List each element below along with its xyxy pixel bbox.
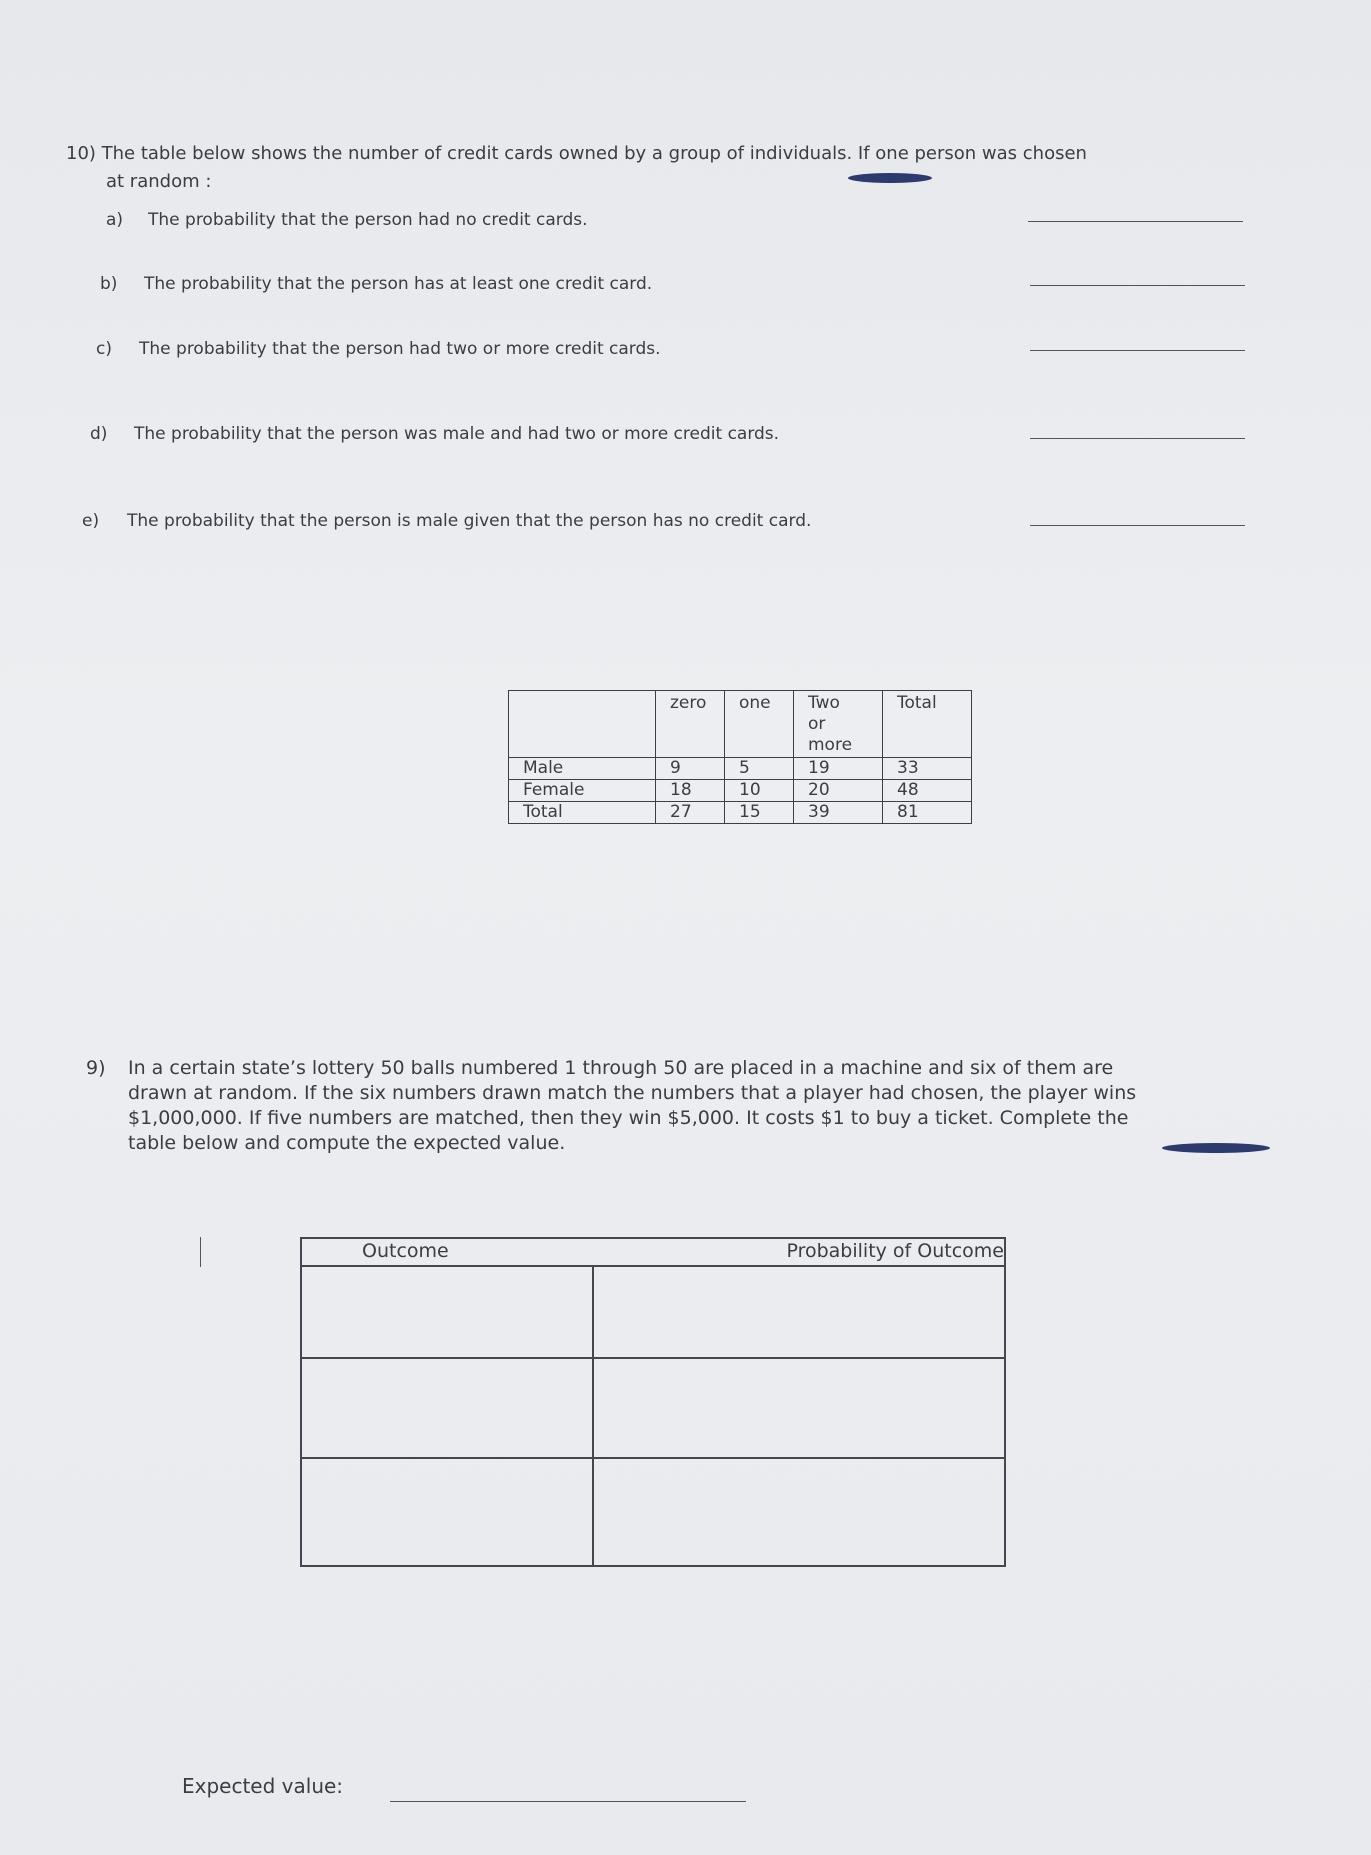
cell-total: 48 <box>883 780 972 802</box>
cell-one: 15 <box>725 802 794 824</box>
expected-value-blank[interactable] <box>390 1801 746 1802</box>
probability-cell-2[interactable] <box>602 1367 998 1447</box>
header-blank <box>509 691 656 758</box>
cell-one: 5 <box>725 758 794 780</box>
table-row <box>509 802 972 824</box>
header-one: one <box>725 691 794 758</box>
table-header-row <box>509 691 972 758</box>
redaction-mark <box>848 173 932 183</box>
cell-zero: 18 <box>656 780 725 802</box>
probability-cell-1[interactable] <box>602 1279 998 1349</box>
header-two-line-3: more <box>808 735 853 755</box>
question-9-number: 9) <box>86 1057 106 1079</box>
question-9-line-3: $1,000,000. If five numbers are matched, then they win $5,000. It costs $1 to buy a ticket. Complete the <box>128 1107 1129 1129</box>
probability-cell-3[interactable] <box>602 1467 998 1557</box>
expected-value-label: Expected value: <box>182 1774 344 1798</box>
outcome-cell-2[interactable] <box>312 1367 582 1447</box>
lottery-table-header <box>302 1239 1004 1267</box>
table-row <box>509 780 972 802</box>
question-9-line-4: table below and compute the expected value. <box>128 1132 566 1154</box>
question-9-body <box>128 1056 1371 1156</box>
answer-blank-e[interactable] <box>1030 525 1245 526</box>
part-letter: c) <box>96 339 112 359</box>
column-divider <box>592 1265 594 1565</box>
cell-one: 10 <box>725 780 794 802</box>
redaction-mark <box>1162 1143 1270 1153</box>
outcome-cell-1[interactable] <box>312 1279 582 1349</box>
part-text: The probability that the person is male given that the person has no credit card. <box>127 511 812 531</box>
lottery-outcome-table <box>300 1237 1006 1567</box>
outcome-cell-3[interactable] <box>312 1467 582 1557</box>
header-total: Total <box>883 691 972 758</box>
credit-card-table <box>508 690 972 824</box>
part-text: The probability that the person had two or more credit cards. <box>139 339 661 359</box>
row-label: Male <box>509 758 656 780</box>
header-two-line-2: or <box>808 714 826 734</box>
row-divider <box>302 1357 1004 1359</box>
header-probability: Probability of Outcome <box>786 1240 1004 1262</box>
header-two-line-1: Two <box>808 693 840 713</box>
answer-blank-b[interactable] <box>1030 285 1245 286</box>
question-9-line-1: In a certain state’s lottery 50 balls numbered 1 through 50 are placed in a machine and six of them are <box>128 1057 1114 1079</box>
cell-total: 81 <box>883 802 972 824</box>
part-text: The probability that the person had no credit cards. <box>148 210 588 230</box>
part-text: The probability that the person was male and had two or more credit cards. <box>134 424 780 444</box>
cell-two-or-more: 39 <box>794 802 883 824</box>
row-label: Total <box>509 802 656 824</box>
answer-blank-c[interactable] <box>1030 350 1245 351</box>
pen-mark <box>200 1237 201 1267</box>
part-letter: a) <box>106 210 124 230</box>
answer-blank-a[interactable] <box>1028 221 1243 222</box>
part-letter: e) <box>82 511 100 531</box>
question-10-prompt <box>66 140 1316 196</box>
row-divider <box>302 1457 1004 1459</box>
answer-blank-d[interactable] <box>1030 438 1245 439</box>
part-letter: d) <box>90 424 108 444</box>
header-two-or-more <box>794 691 883 758</box>
question-10-line-1: 10) The table below shows the number of credit cards owned by a group of individuals. If one person was chosen <box>66 143 1087 164</box>
question-9-line-2: drawn at random. If the six numbers drawn match the numbers that a player had chosen, the player wins <box>128 1082 1137 1104</box>
cell-total: 33 <box>883 758 972 780</box>
cell-zero: 9 <box>656 758 725 780</box>
cell-two-or-more: 20 <box>794 780 883 802</box>
header-outcome: Outcome <box>362 1240 449 1262</box>
question-10-line-2: at random : <box>106 171 212 192</box>
table-row <box>509 758 972 780</box>
cell-zero: 27 <box>656 802 725 824</box>
cell-two-or-more: 19 <box>794 758 883 780</box>
part-text: The probability that the person has at least one credit card. <box>144 274 653 294</box>
row-label: Female <box>509 780 656 802</box>
part-letter: b) <box>100 274 118 294</box>
header-zero: zero <box>656 691 725 758</box>
